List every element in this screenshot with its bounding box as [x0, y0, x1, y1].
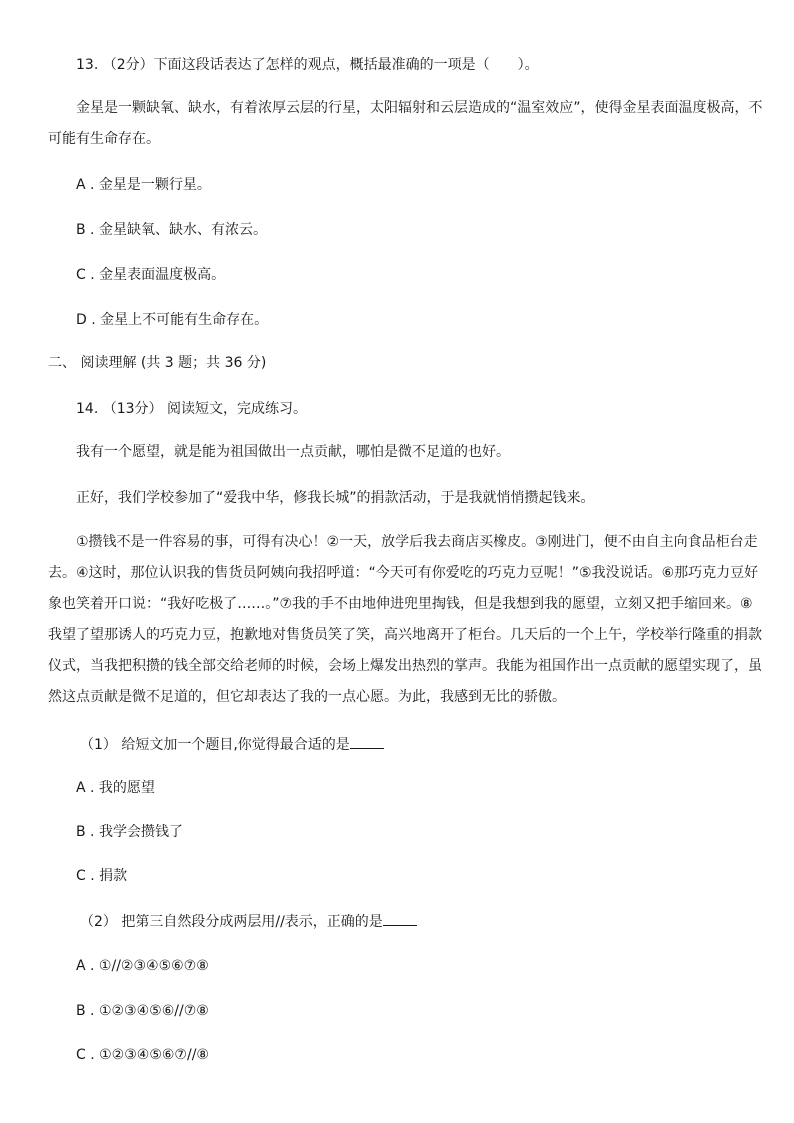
question-13-option-c: C . 金星表面温度极高。	[76, 267, 226, 283]
passage-paragraph-2: 正好，我们学校参加了“爱我中华，修我长城”的捐款活动，于是我就悄悄攒起钱来。	[76, 490, 595, 506]
question-13-option-d: D . 金星上不可能有生命存在。	[76, 312, 269, 328]
question-13-passage: 金星是一颗缺氧、缺水，有着浓厚云层的行星，太阳辐射和云层造成的“温室效应”，使得金星表面温度极高，不可能有生命存在。	[48, 100, 763, 147]
question-13-option-a: A . 金星是一颗行星。	[76, 177, 211, 193]
question-13-stem: 13. （2分）下面这段话表达了怎样的观点，概括最准确的一项是（ ）。	[76, 57, 539, 73]
subquestion-1-stem-text: （1） 给短文加一个题目,你觉得最合适的是	[80, 737, 350, 753]
subquestion-2-option-c: C . ①②③④⑤⑥⑦//⑧	[76, 1047, 209, 1063]
passage-paragraph-1: 我有一个愿望，就是能为祖国做出一点贡献，哪怕是微不足道的也好。	[76, 444, 510, 460]
question-13-option-b: B . 金星缺氧、缺水、有浓云。	[76, 222, 267, 238]
subquestion-1-option-b: B . 我学会攒钱了	[76, 824, 183, 840]
passage-paragraph-3: ①攒钱不是一件容易的事，可得有决心！②一天，放学后我去商店买橡皮。③刚进门，便不由自主向食品柜台走去。④这时，那位认识我的售货员阿姨向我招呼道：“今天可有你爱吃的巧克力豆呢！”⑤我没说话。⑥那巧克力豆好象也笑着开口说：“我好吃极了……。”⑦我的手不由地伸进兜里掏钱，但是我想到我的愿望，立刻又把手缩回来。⑧我望了望那诱人的巧克力豆，抱歉地对售货员笑了笑，高兴地离开了柜台。几天后的一个上午，学校举行隆重的捐款仪式，当我把积攒的钱全部交给老师的时候，会场上爆发出热烈的掌声。我能为祖国作出一点贡献的愿望实现了，虽然这点贡献是微不足道的，但它却表达了我的一点心愿。为此，我感到无比的骄傲。	[48, 534, 762, 705]
subquestion-1-stem	[80, 735, 384, 754]
subquestion-2-stem	[80, 912, 417, 931]
subquestion-2-option-b: B . ①②③④⑤⑥//⑦⑧	[76, 1003, 209, 1019]
subquestion-2-stem-text: （2） 把第三自然段分成两层用//表示，正确的是	[80, 914, 383, 930]
answer-blank	[350, 735, 384, 749]
answer-blank	[383, 912, 417, 926]
section-2-heading: 二、 阅读理解 (共 3 题；共 36 分)	[48, 355, 267, 371]
subquestion-1-option-a: A . 我的愿望	[76, 780, 155, 796]
subquestion-1-option-c: C . 捐款	[76, 868, 128, 884]
subquestion-2-option-a: A . ①//②③④⑤⑥⑦⑧	[76, 958, 209, 974]
question-14-stem: 14. （13分） 阅读短文，完成练习。	[76, 401, 307, 417]
